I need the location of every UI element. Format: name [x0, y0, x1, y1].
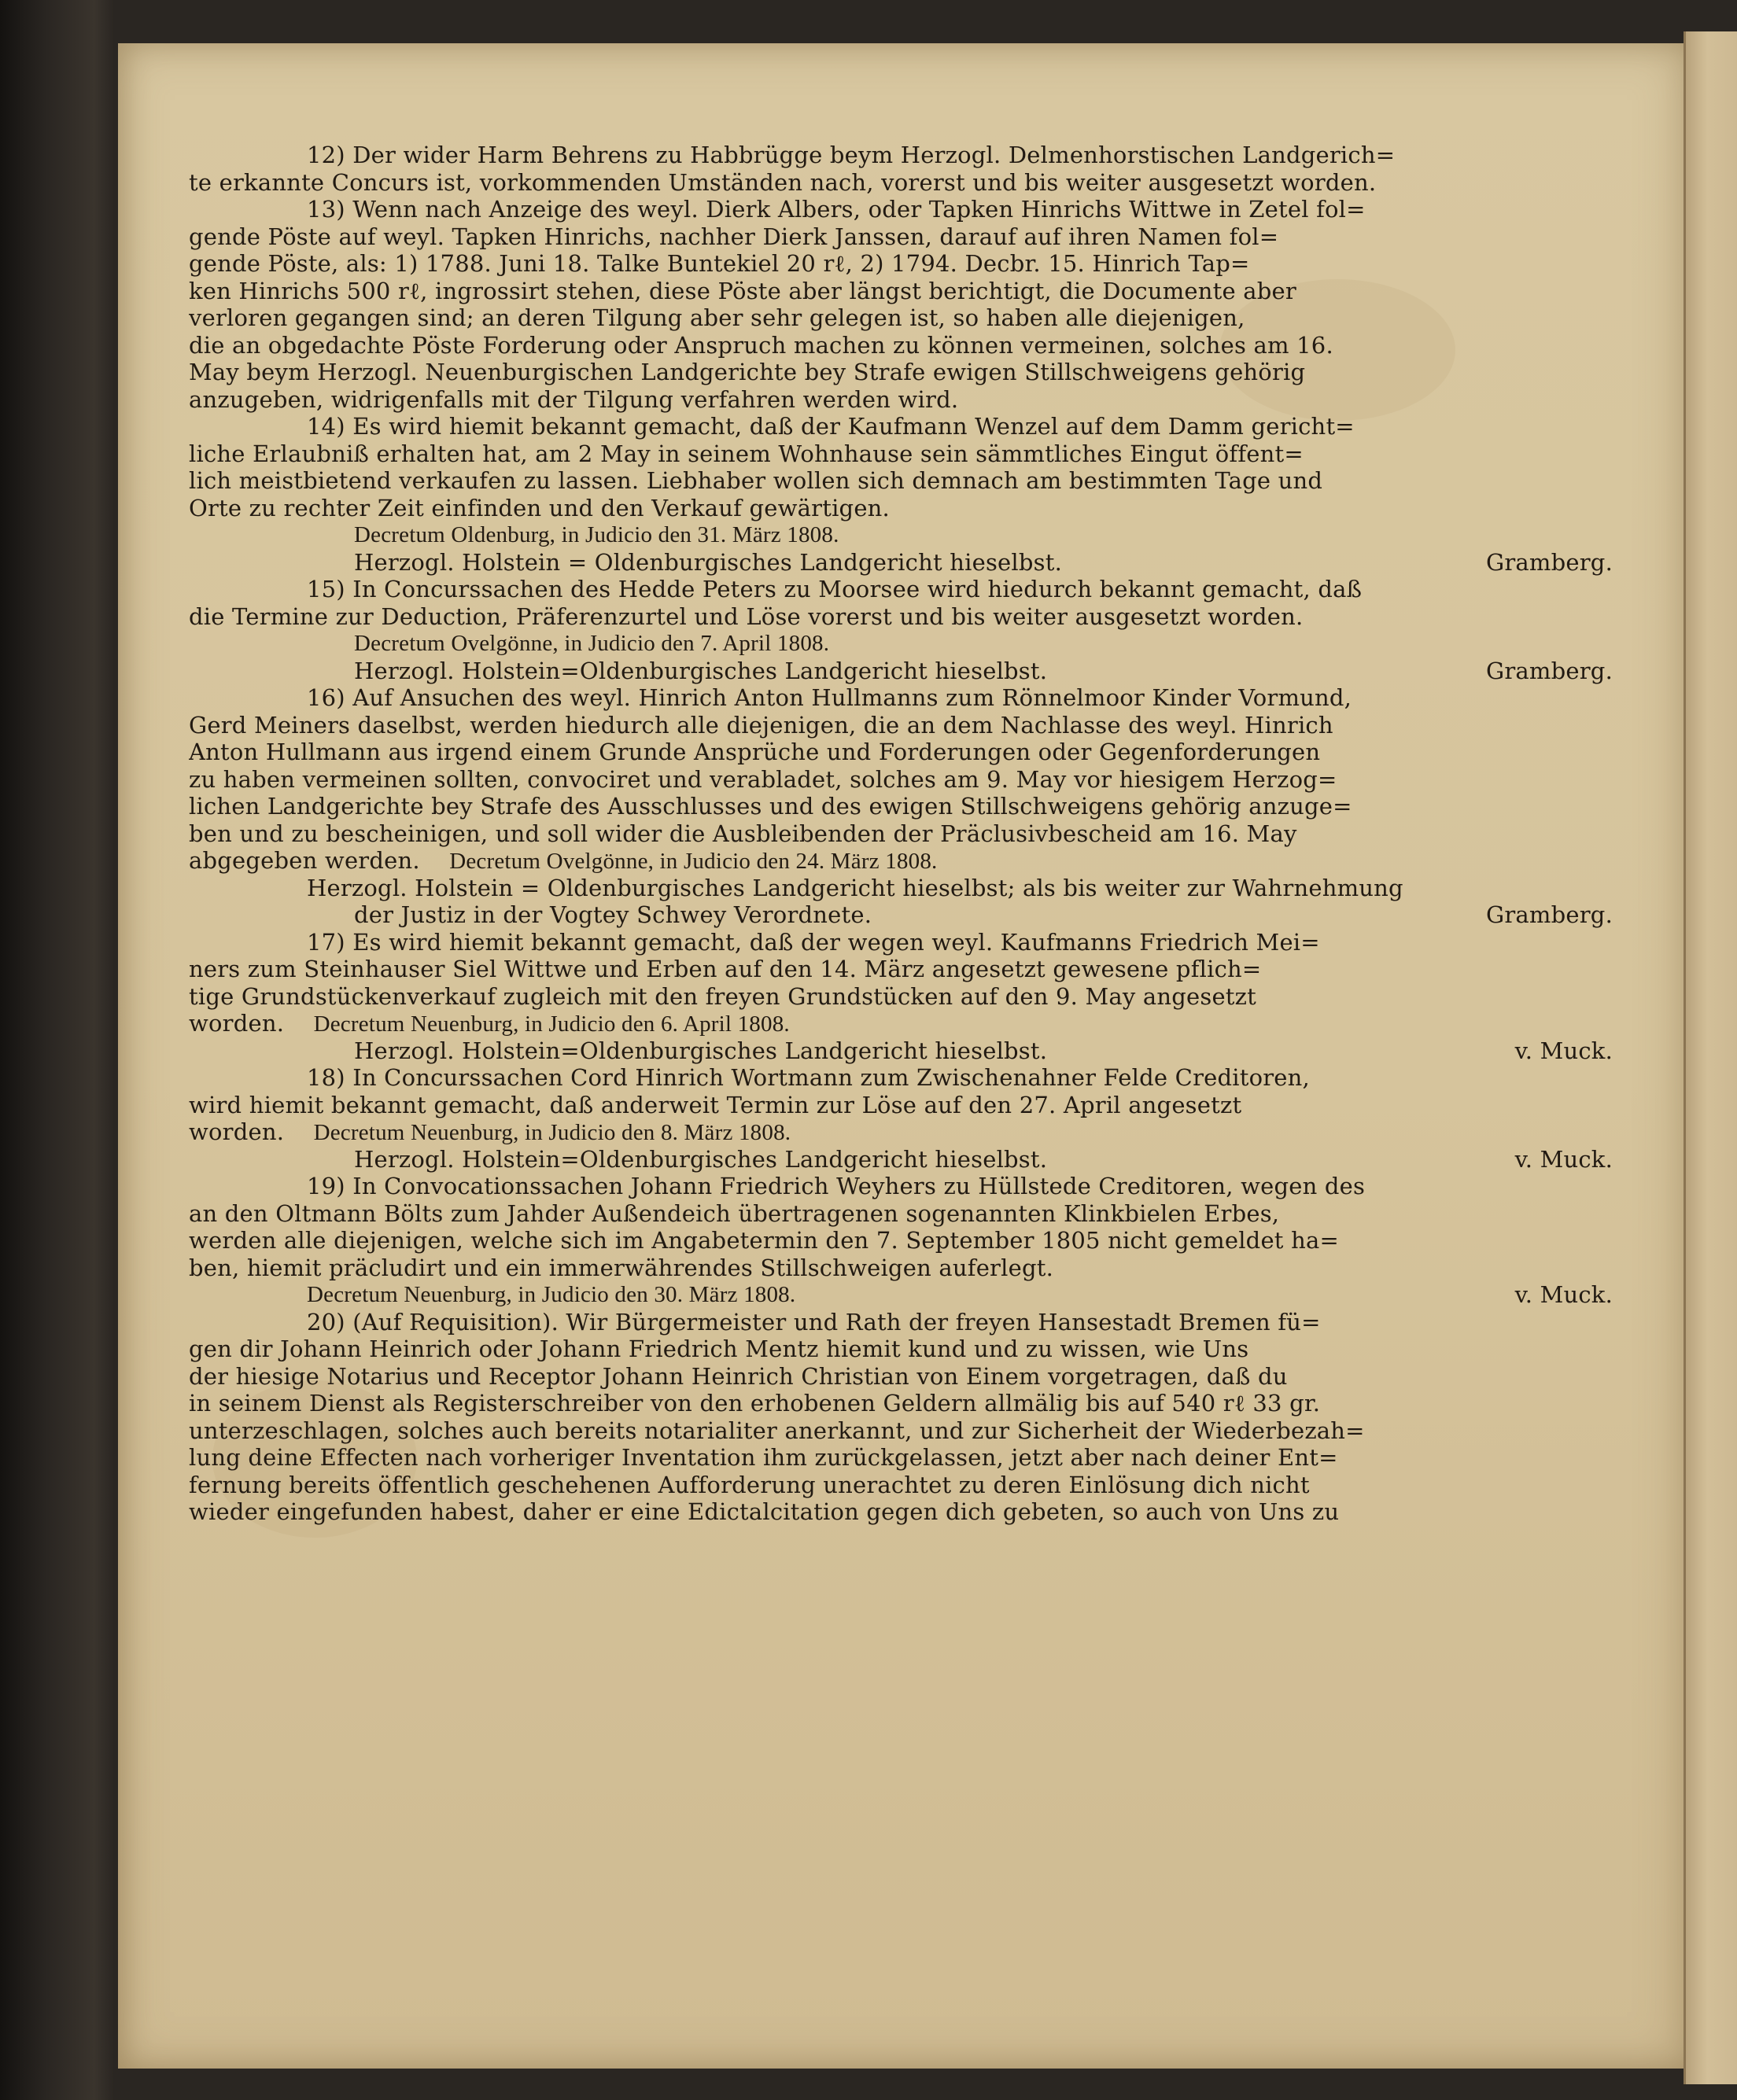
- text-line: ners zum Steinhauser Siel Wittwe und Erben auf den 14. März angesetzt gewesene pflich=: [189, 956, 1262, 982]
- text-line: in seinem Dienst als Registerschreiber von den erhobenen Geldern allmälig bis auf 540 rℓ 33 gr.: [189, 1390, 1321, 1417]
- text-line: die Termine zur Deduction, Präferenzurtel und Löse vorerst und bis weiter ausgesetzt worden.: [189, 602, 1304, 630]
- court-name: Herzogl. Holstein = Oldenburgisches Landgericht hieselbst; als bis weiter zur Wahrnehmung: [307, 874, 1403, 901]
- text-line: der hiesige Notarius und Receptor Johann Heinrich Christian von Einem vorgetragen, daß du: [189, 1362, 1288, 1390]
- decree-line: Decretum Oldenburg, in Judicio den 31. März 1808.: [354, 522, 839, 547]
- text-line: die an obgedachte Pöste Forderung oder Anspruch machen zu können vermeinen, solches am 16.: [189, 331, 1333, 359]
- text-line: 14) Es wird hiemit bekannt gemacht, daß der Kaufmann Wenzel auf dem Damm gericht=: [307, 413, 1355, 440]
- text-line: [189, 1118, 1621, 1146]
- text-line: 15) In Concurssachen des Hedde Peters zu Moorsee wird hiedurch bekannt gemacht, daß: [307, 576, 1363, 602]
- signature-row: [189, 658, 1621, 685]
- court-name: Herzogl. Holstein=Oldenburgisches Landgericht hieselbst.: [354, 657, 1048, 684]
- text-line: ben und zu bescheinigen, und soll wider die Ausbleibenden der Präclusivbescheid am 16. May: [189, 820, 1297, 847]
- text-fragment: worden.: [189, 1118, 285, 1145]
- signature: v. Muck.: [1514, 1281, 1613, 1308]
- signature: v. Muck.: [1514, 1145, 1613, 1173]
- text-line: gende Pöste, als: 1) 1788. Juni 18. Talke Buntekiel 20 rℓ, 2) 1794. Decbr. 15. Hinrich Tap=: [189, 250, 1250, 277]
- signature-row: [189, 1037, 1621, 1065]
- text-line: [189, 1010, 1621, 1037]
- text-line: anzugeben, widrigenfalls mit der Tilgung verfahren werden wird.: [189, 385, 959, 413]
- text-line: lung deine Effecten nach vorheriger Inventation ihm zurückgelassen, jetzt aber nach deiner Ent=: [189, 1444, 1338, 1471]
- text-line: gende Pöste auf weyl. Tapken Hinrichs, nachher Dierk Janssen, darauf auf ihren Namen fol=: [189, 223, 1279, 250]
- decree-line: Decretum Ovelgönne, in Judicio den 24. März 1808.: [449, 849, 938, 874]
- text-line: 13) Wenn nach Anzeige des weyl. Dierk Albers, oder Tapken Hinrichs Wittwe in Zetel fol=: [307, 196, 1366, 223]
- signature-row: [189, 1146, 1621, 1173]
- text-line: May beym Herzogl. Neuenburgischen Landgerichte bey Strafe ewigen Stillschweigens gehörig: [189, 359, 1306, 385]
- next-page-edge: [1684, 31, 1737, 2084]
- decree-line: Decretum Neuenburg, in Judicio den 6. April 1808.: [313, 1011, 790, 1037]
- text-line: Anton Hullmann aus irgend einem Grunde Ansprüche und Forderungen oder Gegenforderungen: [189, 739, 1321, 765]
- text-line: lichen Landgerichte bey Strafe des Ausschlusses und des ewigen Stillschweigens gehörig anzuge=: [189, 793, 1352, 820]
- signature-row: [189, 549, 1621, 577]
- decree-line: Decretum Neuenburg, in Judicio den 30. März 1808.: [307, 1282, 796, 1307]
- signature: v. Muck.: [1514, 1037, 1613, 1064]
- signature: Gramberg.: [1486, 548, 1613, 576]
- text-line: [189, 847, 1621, 875]
- text-line: 20) (Auf Requisition). Wir Bürgermeister und Rath der freyen Hansestadt Bremen fü=: [307, 1308, 1321, 1336]
- text-line: ken Hinrichs 500 rℓ, ingrossirt stehen, diese Pöste aber längst berichtigt, die Documente aber: [189, 277, 1296, 304]
- text-line: tige Grundstückenverkauf zugleich mit den freyen Grundstücken auf den 9. May angesetzt: [189, 982, 1256, 1010]
- text-line: 19) In Convocationssachen Johann Friedrich Weyhers zu Hüllstede Creditoren, wegen des: [307, 1173, 1366, 1199]
- text-line: verloren gegangen sind; an deren Tilgung aber sehr gelegen ist, so haben alle diejenigen,: [189, 304, 1245, 331]
- text-line: wird hiemit bekannt gemacht, daß anderweit Termin zur Löse auf den 27. April angesetzt: [189, 1091, 1242, 1118]
- court-name: der Justiz in der Vogtey Schwey Verordnete.: [354, 901, 872, 928]
- text-line: 17) Es wird hiemit bekannt gemacht, daß der wegen weyl. Kaufmanns Friedrich Mei=: [307, 928, 1320, 956]
- text-line: te erkannte Concurs ist, vorkommenden Umständen nach, vorerst und bis weiter ausgesetzt worden.: [189, 168, 1377, 196]
- text-line: 12) Der wider Harm Behrens zu Habbrügge beym Herzogl. Delmenhorstischen Landgerich=: [307, 142, 1396, 168]
- text-line: Orte zu rechter Zeit einfinden und den Verkauf gewärtigen.: [189, 494, 890, 521]
- signature-row: [189, 901, 1621, 929]
- signature: Gramberg.: [1486, 901, 1613, 928]
- text-line: ben, hiemit präcludirt und ein immerwährendes Stillschweigen auferlegt.: [189, 1254, 1053, 1281]
- text-line: werden alle diejenigen, welche sich im Angabetermin den 7. September 1805 nicht gemeldet ha=: [189, 1227, 1339, 1254]
- text-line: 16) Auf Ansuchen des weyl. Hinrich Anton Hullmanns zum Rönnelmoor Kinder Vormund,: [307, 684, 1352, 711]
- court-name: Herzogl. Holstein = Oldenburgisches Landgericht hieselbst.: [354, 548, 1062, 576]
- signature: Gramberg.: [1486, 657, 1613, 684]
- decree-line: Decretum Neuenburg, in Judicio den 8. März 1808.: [313, 1120, 791, 1145]
- decree-line: Decretum Ovelgönne, in Judicio den 7. April 1808.: [354, 631, 830, 656]
- text-line: lich meistbietend verkaufen zu lassen. Liebhaber wollen sich demnach am bestimmten Tage und: [189, 467, 1323, 494]
- text-line: unterzeschlagen, solches auch bereits notarialiter anerkannt, und zur Sicherheit der Wiederbezah=: [189, 1417, 1365, 1444]
- signature-row: [189, 1281, 1621, 1309]
- text-line: zu haben vermeinen sollten, convociret und verabladet, solches am 9. May vor hiesigem Herzog=: [189, 765, 1337, 793]
- text-line: 18) In Concurssachen Cord Hinrich Wortmann zum Zwischenahner Felde Creditoren,: [307, 1064, 1310, 1091]
- document-text: [189, 142, 1621, 1526]
- text-line: gen dir Johann Heinrich oder Johann Friedrich Mentz hiemit kund und zu wissen, wie Uns: [189, 1336, 1249, 1362]
- text-line: an den Oltmann Bölts zum Jahder Außendeich übertragenen sogenannten Klinkbielen Erbes,: [189, 1199, 1280, 1227]
- text-line: Gerd Meiners daselbst, werden hiedurch alle diejenigen, die an dem Nachlasse des weyl. Hinrich: [189, 711, 1333, 739]
- text-line: liche Erlaubniß erhalten hat, am 2 May in seinem Wohnhause sein sämmtliches Eingut öffent=: [189, 440, 1304, 467]
- text-fragment: abgegeben werden.: [189, 847, 420, 874]
- text-line: wieder eingefunden habest, daher er eine Edictalcitation gegen dich gebeten, so auch von Uns zu: [189, 1498, 1340, 1525]
- court-name: Herzogl. Holstein=Oldenburgisches Landgericht hieselbst.: [354, 1037, 1048, 1064]
- text-fragment: worden.: [189, 1010, 285, 1037]
- court-name: Herzogl. Holstein=Oldenburgisches Landgericht hieselbst.: [354, 1145, 1048, 1173]
- text-line: fernung bereits öffentlich geschehenen Aufforderung unerachtet zu deren Einlösung dich nicht: [189, 1471, 1310, 1498]
